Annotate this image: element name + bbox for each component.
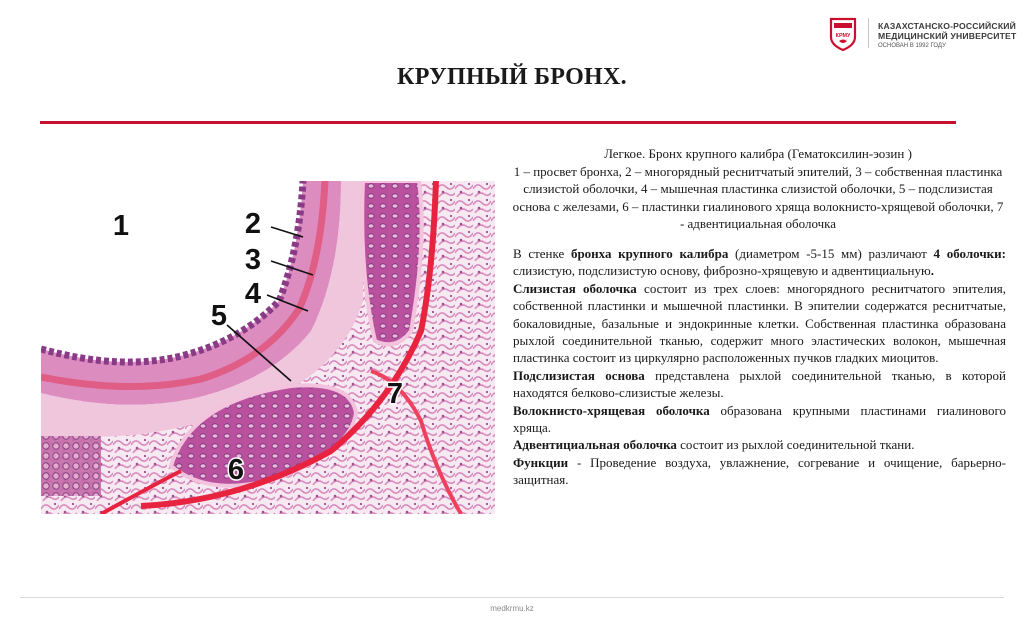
text-run: состоит из трех слоев: многорядного реснитчатого эпителия, собственной пластинки и мышечной пластинки. В эпителии содержатся реснитчатые, бокаловидные, базальные и эндокринные клетки. Собственная пластинка образована рыхлой соединительной тканью, содержит много эластических волокон, мышечная пластинка состоит из циркулярно расположенных пучков гладких миоцитов. bbox=[513, 280, 1007, 366]
figure-label-6: 6 bbox=[227, 454, 245, 486]
text-run: - Проведение воздуха, увлажнение, согревание и очищение, барьерно-защитная. bbox=[513, 454, 1006, 488]
slide-title: КРУПНЫЙ БРОНХ. bbox=[397, 64, 627, 90]
paragraph-submucosa bbox=[513, 367, 1006, 402]
footer-site: medkrmu.kz bbox=[490, 604, 534, 613]
figure-label-3: 3 bbox=[244, 244, 262, 276]
text-term: Подслизистая основа bbox=[513, 367, 645, 383]
text-run: (диаметром -5-15 мм) различают bbox=[728, 246, 934, 261]
caption-title: Легкое. Бронх крупного калибра (Гематоксилин-эозин ) bbox=[604, 146, 912, 161]
text-term: Волокнисто-хрящевая оболочка bbox=[513, 402, 710, 418]
text-term: Адвентициальная оболочка bbox=[513, 437, 677, 453]
text-run: слизистую, подслизистую основу, фиброзно-хрящевую и адвентициальную bbox=[513, 263, 931, 279]
figure-label-4: 4 bbox=[244, 278, 262, 310]
university-name-line2: МЕДИЦИНСКИЙ УНИВЕРСИТЕТ bbox=[878, 31, 1017, 41]
logo-badge-text: КРМУ bbox=[835, 33, 851, 39]
paragraph-mucosa bbox=[513, 280, 1006, 367]
paragraph-fibrocartilaginous bbox=[513, 402, 1006, 437]
text-term: 4 оболочки: bbox=[933, 246, 1006, 261]
bronchus-micrograph bbox=[41, 181, 495, 514]
paragraph-adventitia bbox=[513, 436, 1006, 453]
text-run: образована крупными пластинами гиалинового хряща. bbox=[513, 402, 1006, 436]
figure-label-5: 5 bbox=[210, 300, 228, 332]
university-name bbox=[878, 21, 1016, 51]
university-founded: ОСНОВАН В 1992 ГОДУ bbox=[878, 43, 946, 49]
footer-divider bbox=[20, 597, 1004, 598]
university-name-line1: КАЗАХСТАНСКО-РОССИЙСКИЙ bbox=[878, 21, 1017, 31]
university-logo bbox=[828, 17, 858, 51]
caption-legend: 1 – просвет бронха, 2 – многорядный реснитчатый эпителий, 3 – собственная пластинка слизистой оболочки, 4 – мышечная пластинка слизистой оболочки, 5 – подслизистая основа с железами, 6 – пластинки гиалинового хряща волокнисто-хрящевой оболочки, 7 - адвентициальная оболочка bbox=[512, 163, 1004, 232]
text-run: В стенке bbox=[513, 246, 571, 261]
text-run: состоит из рыхлой соединительной ткани. bbox=[676, 437, 915, 453]
figure-label-1: 1 bbox=[112, 210, 130, 242]
paragraph-functions bbox=[513, 454, 1006, 489]
text-term: . bbox=[930, 263, 934, 279]
figure-label-7: 7 bbox=[386, 378, 404, 410]
text-term: Слизистая оболочка bbox=[513, 280, 637, 296]
logo-divider bbox=[868, 18, 869, 48]
figure-caption bbox=[510, 145, 1006, 233]
text-term: Функции bbox=[513, 454, 569, 470]
title-underline bbox=[40, 121, 956, 124]
paragraph-layers bbox=[513, 245, 1006, 280]
figure-label-2: 2 bbox=[244, 208, 262, 240]
text-run: представлена рыхлой соединительной тканью, в которой находятся белково-слизистые железы. bbox=[513, 367, 1006, 401]
description-text bbox=[513, 245, 1006, 489]
text-term: бронха крупного калибра bbox=[570, 246, 729, 261]
